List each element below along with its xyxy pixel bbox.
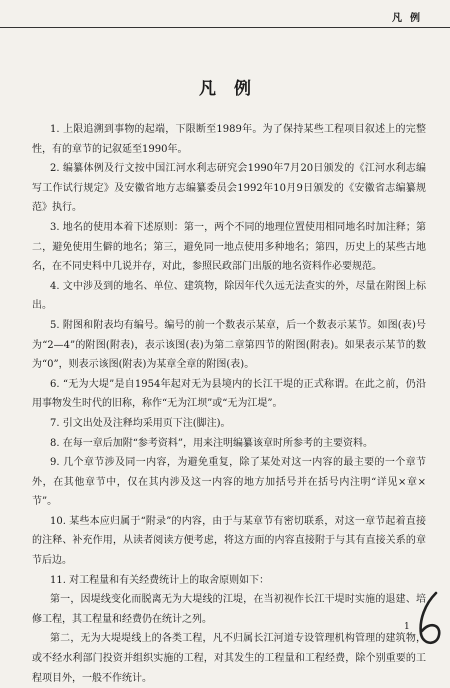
paragraph-11-second: 第二，无为大堤堤线上的各类工程，凡不归属长江河道专设管理机构管理的建筑物，或不经水利部门投资并组织实施的工程，对其发生的工程量和工程经费，除个别重要的工程项目外，一般不作统计。	[32, 633, 426, 684]
page-title: 凡例	[199, 79, 269, 99]
paragraph-9: 9. 几个章节涉及同一内容，为避免重复，除了某处对这一内容的最主要的一个章节外，在其他章节中，仅在其内涉及这一内容的地方加括号并在括号内注明“详见×章×节”。	[32, 457, 426, 508]
running-header-title: 凡例	[392, 13, 428, 24]
handwritten-mark	[416, 590, 444, 648]
paragraph-2: 2. 编纂体例及行文按中国江河水利志研究会1990年7月20日颁发的《江河水利志编写工作试行规定》及安徽省地方志编纂委员会1992年10月9日颁发的《安徽省志编纂规范》执行。	[32, 163, 426, 214]
body-text	[32, 120, 426, 688]
paragraph-8: 8. 在每一章后加附“参考资料”，用来注明编纂该章时所参考的主要资料。	[50, 437, 373, 449]
paragraph-6: 6. “无为大堤”是自1954年起对无为县境内的长江干堤的正式称谓。在此之前，仍沿用事物发生时代的旧称，称作“无为江坝”或“无为江堤”。	[32, 378, 426, 410]
paragraph-1: 1. 上限追溯到事物的起端，下限断至1989年。为了保持某些工程项目叙述上的完整性，有的章节的记叙延至1990年。	[32, 124, 426, 155]
paragraph-3: 3. 地名的使用本着下述原则：第一，两个不同的地理位置使用相同地名时加注释；第二，避免使用生僻的地名；第三，避免同一地点使用多种地名；第四，历史上的某些古地名，在不同史料中几说并存，对此，参照民政部门出版的地名资料作必要规范。	[32, 221, 426, 273]
paragraph-11-first: 第一，因堤线变化而脱离无为大堤线的江堤，在当初视作长江干堤时实施的退建、培修工程，其工程量和经费仍在统计之列。	[32, 594, 426, 625]
header-rule	[0, 27, 450, 28]
page-number: 1	[404, 622, 410, 632]
paragraph-4: 4. 文中涉及到的地名、单位、建筑物，除因年代久远无法查实的外，尽量在附图上标出。	[32, 280, 426, 312]
paragraph-10: 10. 某些本应归属于“附录”的内容，由于与某章节有密切联系，对这一章节起着直接的注释、补充作用，从读者阅读方便考虑，将这方面的内容直接附于与其有直接关系的章节后边。	[32, 515, 426, 567]
paragraph-7: 7. 引文出处及注释均采用页下注(脚注)。	[50, 417, 231, 429]
paragraph-11: 11. 对工程量和有关经费统计上的取舍原则如下：	[50, 574, 270, 586]
paragraph-5: 5. 附图和附表均有编号。编号的前一个数表示某章，后一个数表示某节。如图(表)号为“2—4”的附图(附表)，表示该图(表)为第二章第四节的附图(附表)。如果表示某节的数为“0”，则表示该图(附表)为某章全章的附图(表)。	[32, 319, 426, 371]
